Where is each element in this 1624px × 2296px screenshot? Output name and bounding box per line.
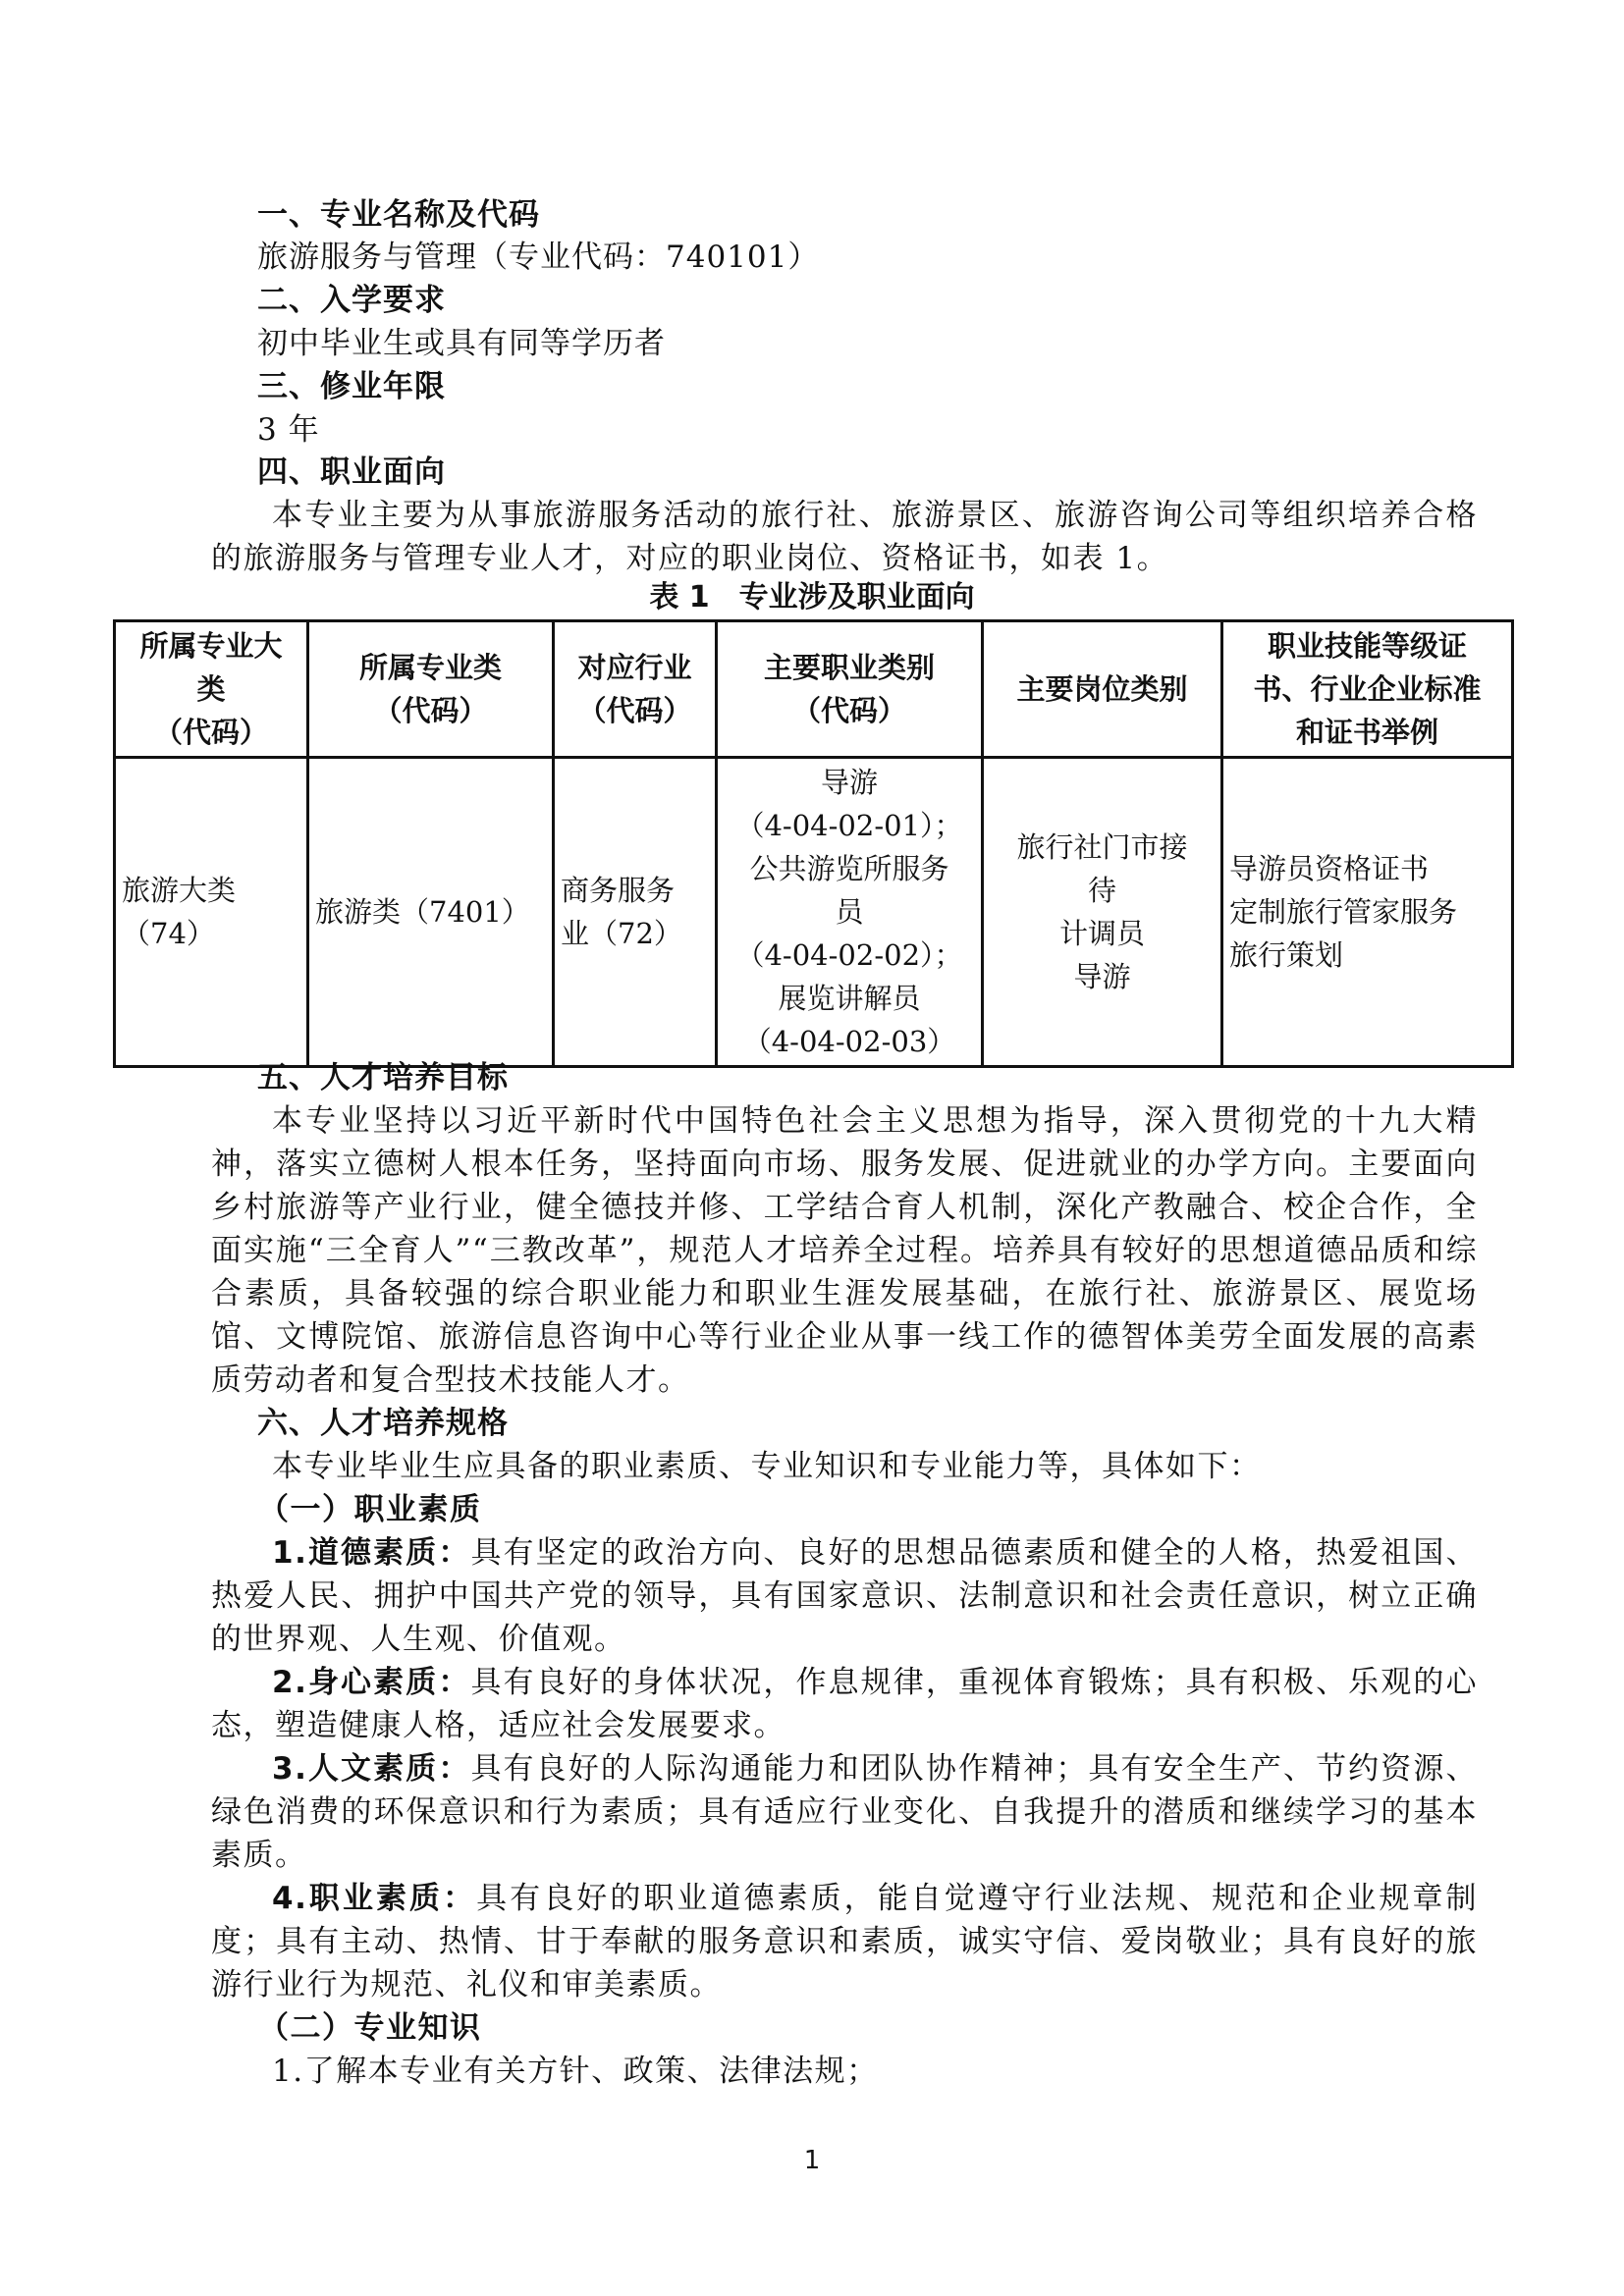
cell-text: （74） xyxy=(122,917,215,950)
cell-occupations xyxy=(717,758,983,1067)
header-positions xyxy=(983,621,1222,758)
header-text: 所属专业大 xyxy=(139,629,283,663)
section-heading-5: 五、人才培养目标 xyxy=(257,1060,509,1095)
quality-text: 具有坚定的政治方向、良好的思想品德素质和健全的人格，热爱祖国、热爱人民、拥护中国共产党的领导，具有国家意识、法制意识和社会责任意识，树立正确的世界观、人生观、价值观。 xyxy=(211,1535,1478,1657)
header-industry xyxy=(554,621,717,758)
header-text: （代码） xyxy=(791,694,906,727)
major-name-code: 旅游服务与管理（专业代码：740101） xyxy=(257,240,820,275)
cell-text: 旅行社门市接 xyxy=(1016,830,1188,864)
header-text: 职业技能等级证 xyxy=(1267,629,1467,663)
quality-text: 具有良好的身体状况，作息规律，重视体育锻炼；具有积极、乐观的心态，塑造健康人格，适应社会发展要求。 xyxy=(211,1665,1478,1743)
cell-text: 导游 xyxy=(1073,960,1131,993)
section-heading-1: 一、专业名称及代码 xyxy=(257,197,540,233)
header-text: （代码） xyxy=(373,694,488,727)
header-text: 和证书举例 xyxy=(1295,716,1438,749)
cell-major-category xyxy=(115,758,308,1067)
section-heading-2: 二、入学要求 xyxy=(257,283,446,318)
cell-text: 公共游览所服务 xyxy=(749,852,949,885)
quality-text: 具有良好的人际沟通能力和团队协作精神；具有安全生产、节约资源、绿色消费的环保意识和行为素质；具有适应行业变化、自我提升的潜质和继续学习的基本素质。 xyxy=(211,1751,1478,1873)
quality-label: 2.身心素质： xyxy=(272,1665,471,1700)
header-certificates xyxy=(1222,621,1513,758)
table-header-row xyxy=(115,621,1513,758)
quality-label: 1.道德素质： xyxy=(272,1535,471,1571)
header-text: （代码） xyxy=(153,716,268,749)
cell-positions xyxy=(983,758,1222,1067)
header-text: 对应行业 xyxy=(577,651,692,684)
cell-text: （4-04-02-02）； xyxy=(735,938,963,972)
cell-text: 旅游大类 xyxy=(122,874,237,907)
cell-certificates xyxy=(1222,758,1513,1067)
page-number: 1 xyxy=(803,2146,821,2175)
table-row xyxy=(115,758,1513,1067)
training-goal-paragraph xyxy=(211,1099,1478,1402)
study-duration: 3 年 xyxy=(257,412,320,448)
career-orientation-text: 本专业主要为从事旅游服务活动的旅行社、旅游景区、旅游咨询公司等组织培养合格的旅游服务与管理专业人才，对应的职业岗位、资格证书，如表 1。 xyxy=(211,498,1478,576)
section-heading-4: 四、职业面向 xyxy=(257,454,446,490)
quality-item-1 xyxy=(211,1531,1478,1661)
specification-block xyxy=(211,1445,1478,2093)
header-text: 类 xyxy=(196,672,226,706)
career-orientation-paragraph xyxy=(211,494,1478,580)
quality-item-4 xyxy=(211,1877,1478,2006)
cell-text: 导游员资格证书 xyxy=(1229,852,1430,885)
cell-text: 待 xyxy=(1087,874,1116,907)
career-orientation-table xyxy=(113,619,1514,1068)
section-heading-3: 三、修业年限 xyxy=(257,369,446,404)
cell-text: 业（72） xyxy=(561,917,682,950)
cell-text: 定制旅行管家服务 xyxy=(1229,895,1458,929)
quality-item-2 xyxy=(211,1661,1478,1747)
header-major-category xyxy=(115,621,308,758)
section-heading-6: 六、人才培养规格 xyxy=(257,1406,509,1441)
quality-label: 3.人文素质： xyxy=(272,1751,471,1787)
cell-text: 计调员 xyxy=(1058,917,1145,950)
cell-text: （4-04-02-03） xyxy=(742,1025,956,1058)
cell-text: 员 xyxy=(835,895,864,929)
subsection-heading-2: （二）专业知识 xyxy=(258,2010,482,2046)
header-text: 主要职业类别 xyxy=(763,651,935,684)
header-major-class xyxy=(308,621,554,758)
cell-text: 商务服务 xyxy=(561,874,676,907)
quality-text: 具有良好的职业道德素质，能自觉遵守行业法规、规范和企业规章制度；具有主动、热情、甘于奉献的服务意识和素质，诚实守信、爱岗敬业；具有良好的旅游行业行为规范、礼仪和审美素质。 xyxy=(211,1881,1478,2002)
cell-text: 旅行策划 xyxy=(1229,938,1344,972)
cell-industry xyxy=(554,758,717,1067)
quality-item-3 xyxy=(211,1747,1478,1877)
cell-text: 旅游类（7401） xyxy=(315,895,530,929)
header-text: 主要岗位类别 xyxy=(1016,672,1188,706)
training-goal-text: 本专业坚持以习近平新时代中国特色社会主义思想为指导，深入贯彻党的十九大精神，落实立德树人根本任务，坚持面向市场、服务发展、促进就业的办学方向。主要面向乡村旅游等产业行业，健全德技并修、工学结合育人机制，深化产教融合、校企合作，全面实施“三全育人”“三教改革”，规范人才培养全过程。培养具有较好的思想道德品质和综合素质，具备较强的综合职业能力和职业生涯发展基础，在旅行社、旅游景区、展览场馆、文博院馆、旅游信息咨询中心等行业企业从事一线工作的德智体美劳全面发展的高素质劳动者和复合型技术技能人才。 xyxy=(211,1103,1478,1398)
header-text: （代码） xyxy=(577,694,692,727)
cell-text: 导游 xyxy=(820,766,878,799)
header-occupations xyxy=(717,621,983,758)
quality-label: 4.职业素质： xyxy=(272,1881,477,1916)
subsection-heading-1: （一）职业素质 xyxy=(258,1492,482,1527)
header-text: 所属专业类 xyxy=(358,651,502,684)
cell-text: （4-04-02-01）； xyxy=(735,809,963,842)
admission-requirement: 初中毕业生或具有同等学历者 xyxy=(257,326,666,361)
cell-text: 展览讲解员 xyxy=(778,982,921,1015)
table-caption: 表 1 专业涉及职业面向 xyxy=(649,580,975,614)
header-text: 书、行业企业标准 xyxy=(1253,672,1482,706)
cell-major-class xyxy=(308,758,554,1067)
knowledge-item-1: 1.了解本专业有关方针、政策、法律法规； xyxy=(272,2054,879,2089)
specification-intro: 本专业毕业生应具备的职业素质、专业知识和专业能力等，具体如下： xyxy=(272,1449,1262,1484)
